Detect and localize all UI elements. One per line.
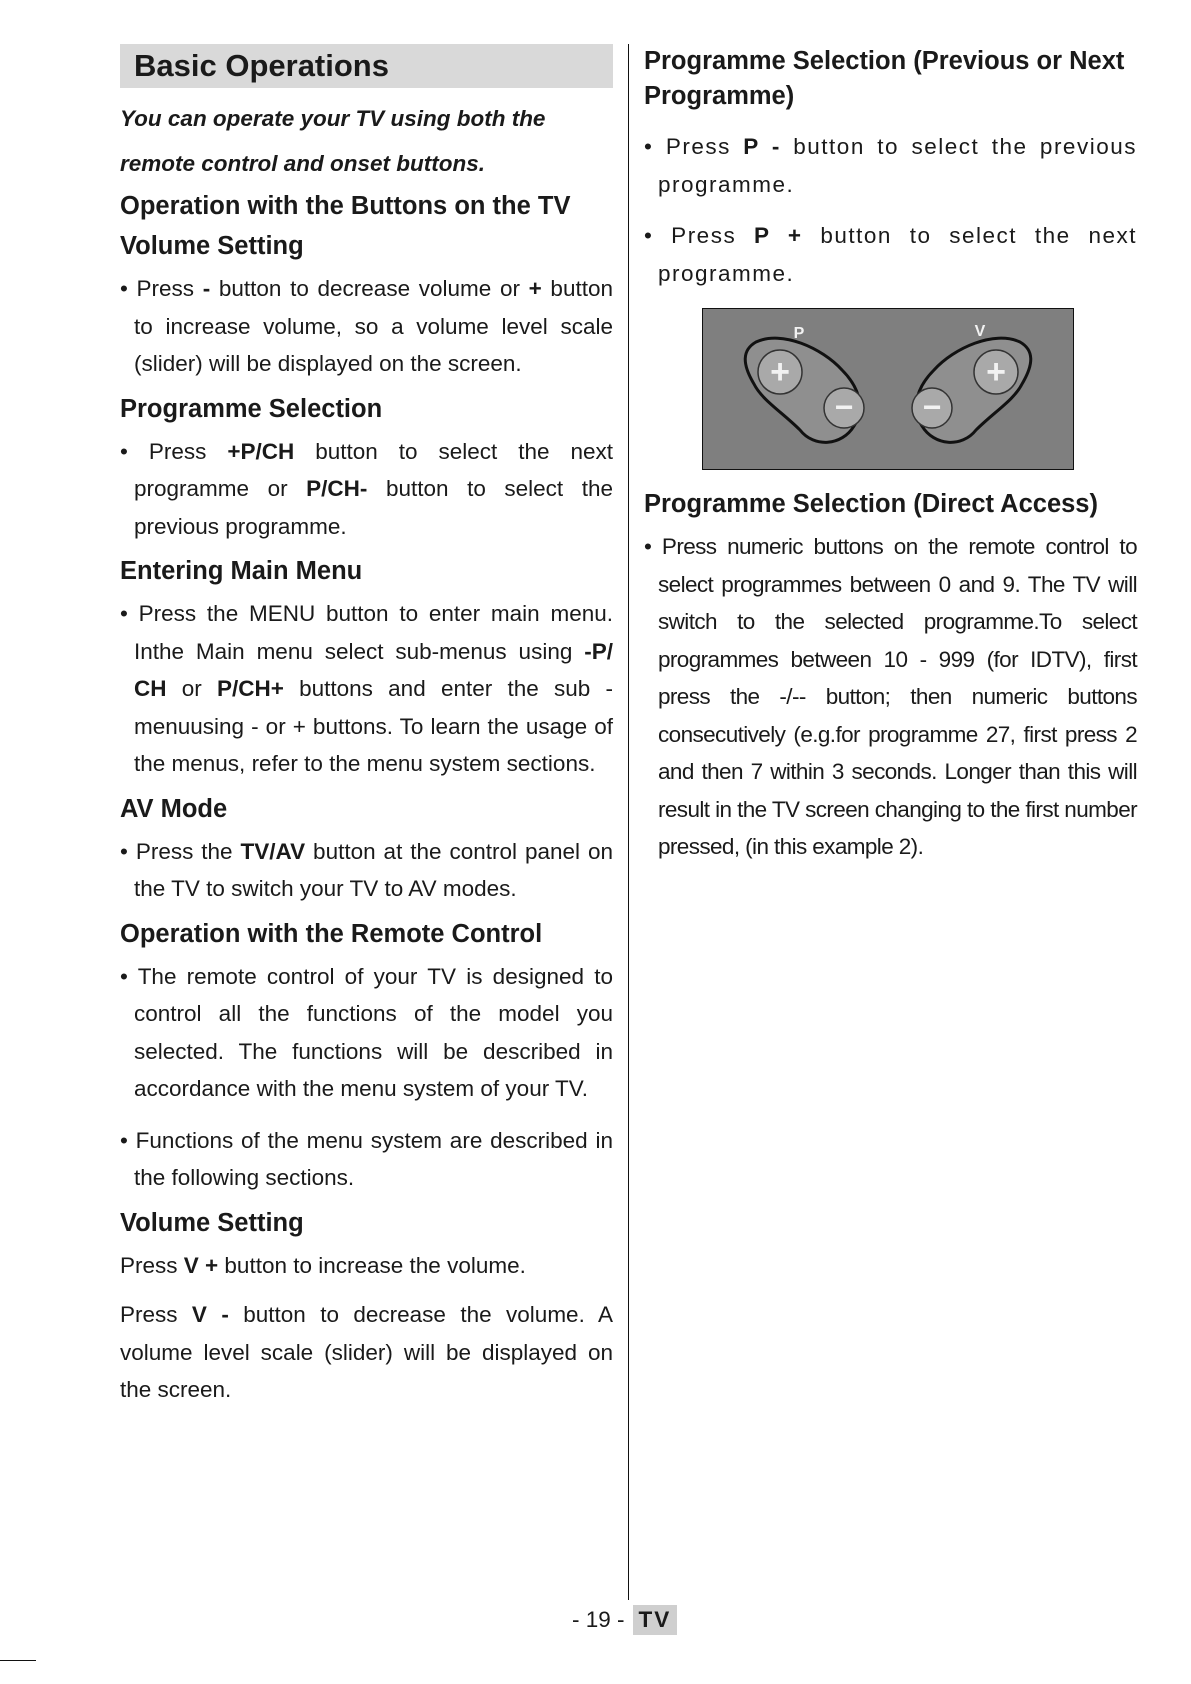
heading-av-mode: AV Mode [120,794,228,823]
v-label: V [974,323,986,340]
heading-programme-selection: Programme Selection [120,394,383,423]
heading-main-menu: Entering Main Menu [120,557,363,585]
p-minus-label: − [834,389,854,425]
p-plus-label: + [770,353,790,391]
p-label: P [793,325,805,342]
v-minus-label: − [922,389,942,425]
column-divider [628,44,629,1600]
av-mode-text: • Press the TV/AV button at the control panel on the TV to switch your TV to AV modes. [120,838,613,901]
heading-volume-setting: Volume Setting [120,232,304,260]
heading-volume-setting-remote: Volume Setting [120,1208,304,1237]
intro-line-2: remote control and onset buttons. [120,151,486,176]
tv-buttons-figure [702,308,1074,470]
heading-buttons-on-tv: Operation with the Buttons on the TV [120,192,571,220]
intro-line-1: You can operate your TV using both the [120,106,546,131]
remote-control-text-2: • Functions of the menu system are described in the following sections. [120,1127,613,1190]
heading-direct-access: Programme Selection (Direct Access) [644,490,1098,518]
heading-remote-control: Operation with the Remote Control [120,919,543,948]
tv-control-panel-illustration [702,308,1074,470]
direct-access-text: • Press numeric buttons on the remote control to select programmes between 0 and 9. The TV will switch to the selected programme.To select programmes between 10 - 999 (for IDTV), first press the -/-- button; then numeric buttons consecutively (e.g.for programme 27, first press 2 and then 7 within 3 seconds. Longer than this will result in the TV screen changing to the first number pressed, (in this example 2). [644,534,1137,859]
programme-selection-text: • Press +P/CH button to select the next programme or P/CH- button to select the previous programme. [120,438,613,539]
page-number: - 19 - [572,1607,625,1632]
left-column [120,44,613,1409]
page-title: Basic Operations [120,44,613,88]
previous-programme-text: • Press P - button to select the previous programme. [644,134,1137,197]
page-footer [572,1605,677,1635]
v-plus-label: + [986,353,1006,391]
remote-control-text-1: • The remote control of your TV is designed to control all the functions of the model you selected. The functions will be described in accordance with the menu system of your TV. [120,963,613,1101]
right-column [644,44,1137,866]
corner-rule [0,1660,36,1661]
main-menu-text: • Press the MENU button to enter main menu. Inthe Main menu select sub-menus using -P/ CH or P/CH+ buttons and enter the sub -menuusing - or + buttons. To learn the usage of the menus, refer to the menu system sections. [120,601,613,776]
heading-previous-next: Programme Selection (Previous or Next Programme) [644,47,1125,110]
volume-down-text: Press V - button to decrease the volume. A volume level scale (slider) will be displayed on the screen. [120,1302,613,1402]
volume-up-text: Press V + button to increase the volume. [120,1252,526,1278]
next-programme-text: • Press P + button to select the next programme. [644,223,1137,286]
section-tag: TV [633,1605,678,1635]
volume-setting-text: • Press - button to decrease volume or + button to increase volume, so a volume level scale (slider) will be displayed on the screen. [120,276,613,376]
